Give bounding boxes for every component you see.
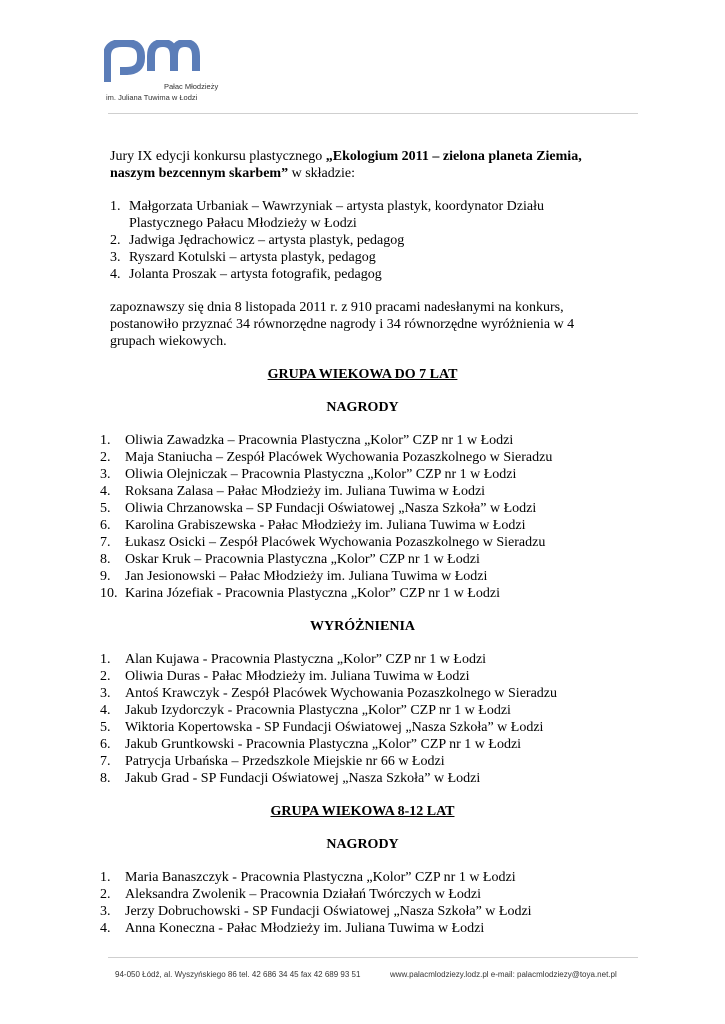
list-item: 6. Karolina Grabiszewska - Pałac Młodzieży im. Juliana Tuwima w Łodzi [100,518,526,533]
logo-name: Pałac Młodzieży [164,82,219,91]
intro-prefix: Jury IX edycji konkursu plastycznego [110,149,326,164]
list-item: 5. Oliwia Chrzanowska – SP Fundacji Oświatowej „Nasza Szkoła” w Łodzi [100,501,537,516]
logo-subtitle: im. Juliana Tuwima w Łodzi [106,93,198,102]
group1-awards-title: NAGRODY [326,400,399,415]
footer-divider [108,957,638,958]
list-item: 8. Oskar Kruk – Pracownia Plastyczna „Kolor” CZP nr 1 w Łodzi [100,552,480,567]
list-item: 4. Jakub Izydorczyk - Pracownia Plastyczna „Kolor” CZP nr 1 w Łodzi [100,703,511,718]
list-item: 5. Wiktoria Kopertowska - SP Fundacji Oświatowej „Nasza Szkoła” w Łodzi [100,720,544,735]
list-item: 1. Alan Kujawa - Pracownia Plastyczna „Kolor” CZP nr 1 w Łodzi [100,652,487,667]
group2-awards-list [100,869,620,937]
list-item: 4. Roksana Zalasa – Pałac Młodzieży im. Juliana Tuwima w Łodzi [100,484,486,499]
intro-suffix: w składzie: [288,166,355,181]
jury-member: 4. Jolanta Proszak – artysta fotografik, pedagog [110,267,382,282]
list-item: 2. Aleksandra Zwolenik – Pracownia Działań Twórczych w Łodzi [100,887,482,902]
palace-logo [104,40,234,106]
jury-member: 3. Ryszard Kotulski – artysta plastyk, pedagog [110,250,376,265]
list-item: 1. Oliwia Zawadzka – Pracownia Plastyczna „Kolor” CZP nr 1 w Łodzi [100,433,514,448]
list-item: 2. Maja Staniucha – Zespół Placówek Wychowania Pozaszkolnego w Sieradzu [100,450,553,465]
group1-distinctions-list [100,651,620,787]
group2-awards-title: NAGRODY [326,837,399,852]
list-item: 2. Oliwia Duras - Pałac Młodzieży im. Juliana Tuwima w Łodzi [100,669,470,684]
group1-awards-list [100,432,620,602]
list-item: 3. Jerzy Dobruchowski - SP Fundacji Oświatowej „Nasza Szkoła” w Łodzi [100,904,532,919]
list-item: 4. Anna Koneczna - Pałac Młodzieży im. Juliana Tuwima w Łodzi [100,921,485,936]
list-item: 9. Jan Jesionowski – Pałac Młodzieży im. Juliana Tuwima w Łodzi [100,569,488,584]
list-item: 1. Maria Banaszczyk - Pracownia Plastyczna „Kolor” CZP nr 1 w Łodzi [100,870,516,885]
list-item: 10. Karina Józefiak - Pracownia Plastyczna „Kolor” CZP nr 1 w Łodzi [100,586,501,601]
list-item: 7. Patrycja Urbańska – Przedszkole Miejskie nr 66 w Łodzi [100,754,445,769]
list-item: 6. Jakub Gruntkowski - Pracownia Plastyczna „Kolor” CZP nr 1 w Łodzi [100,737,522,752]
intro-paragraph [110,148,630,182]
jury-member: 1. Małgorzata Urbaniak – Wawrzyniak – artysta plastyk, koordynator Działu Plastycznego Pałacu Młodzieży w Łodzi [110,199,544,231]
list-item: 7. Łukasz Osicki – Zespół Placówek Wychowania Pozaszkolnego w Sieradzu [100,535,546,550]
group1-title: GRUPA WIEKOWA DO 7 LAT [267,367,458,382]
summary-paragraph: zapoznawszy się dnia 8 listopada 2011 r. z 910 pracami nadesłanymi na konkurs, postanowiło przyznać 34 równorzędne nagrody i 34 równorzędne wyróżnienia w 4 grupach wiekowych. [110,300,575,349]
contest-title: „Ekologium 2011 – zielona planeta Ziemia, naszym bezcennym skarbem” [110,149,582,181]
pm-logo-mark-icon [104,40,200,84]
group1-distinctions-title: WYRÓŻNIENIA [309,619,415,634]
footer-address: 94-050 Łódź, al. Wyszyńskiego 86 tel. 42 686 34 45 fax 42 689 93 51 [115,970,361,979]
list-item: 3. Oliwia Olejniczak – Pracownia Plastyczna „Kolor” CZP nr 1 w Łodzi [100,467,517,482]
jury-member: 2. Jadwiga Jędrachowicz – artysta plastyk, pedagog [110,233,405,248]
group2-title: GRUPA WIEKOWA 8-12 LAT [270,804,455,819]
list-item: 8. Jakub Grad - SP Fundacji Oświatowej „Nasza Szkoła” w Łodzi [100,771,481,786]
footer-contact: www.palacmlodziezy.lodz.pl e-mail: palacmlodziezy@toya.net.pl [390,970,617,979]
document-body [0,148,725,937]
list-item: 3. Antoś Krawczyk - Zespół Placówek Wychowania Pozaszkolnego w Sieradzu [100,686,557,701]
jury-list [110,198,610,283]
header-divider [108,113,638,114]
